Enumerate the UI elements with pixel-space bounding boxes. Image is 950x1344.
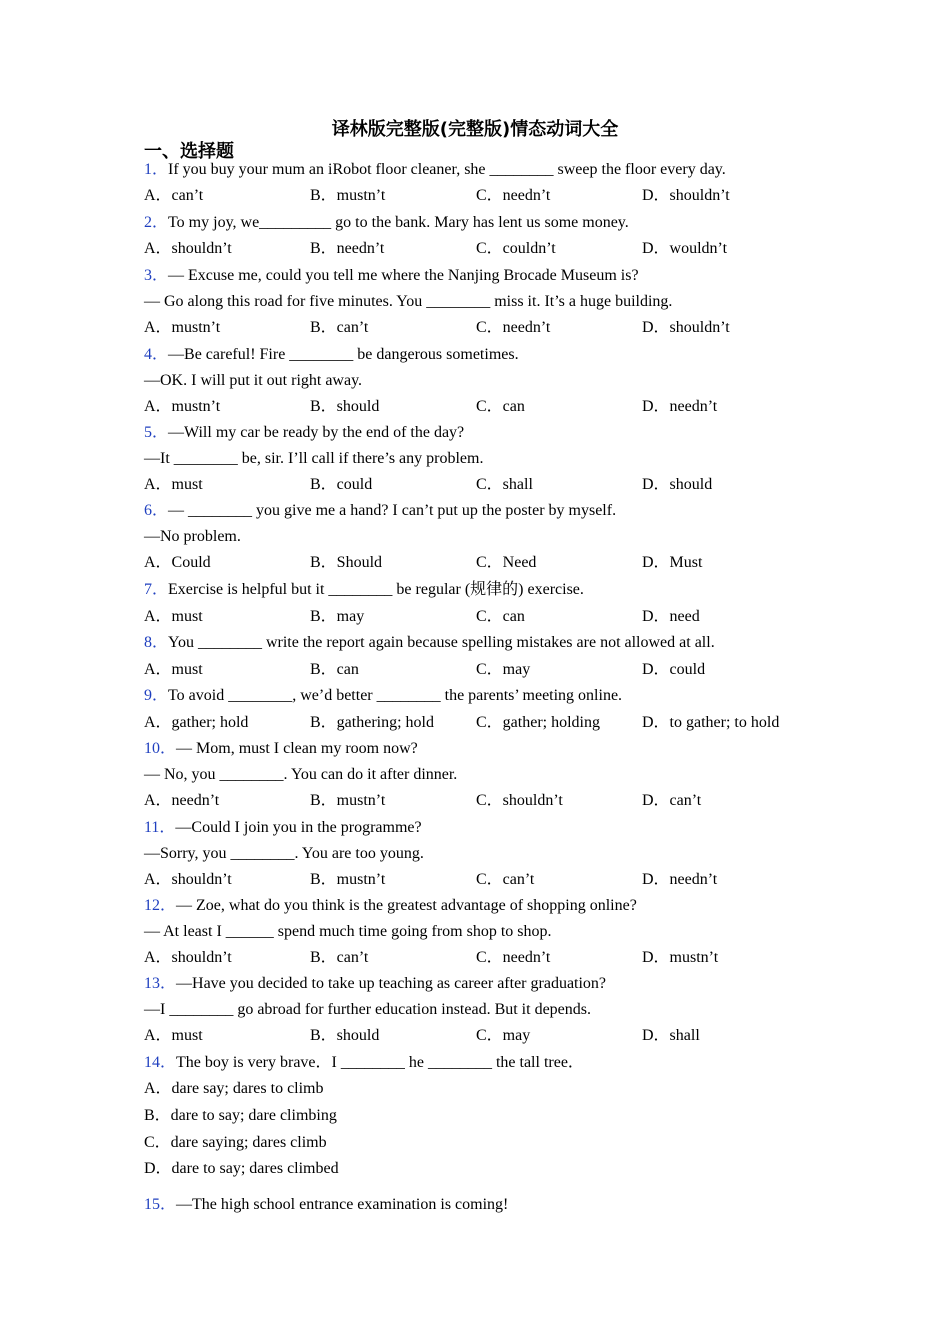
question-number: 13． [144,975,177,992]
option-d: D．could [642,661,706,678]
option-a: A．mustn’t [144,398,221,415]
question-10-response: — No, you ________. You can do it after dinner. [144,766,458,783]
option-d: D．can’t [642,792,702,809]
option-c: C．needn’t [476,319,551,336]
option-a: A．must [144,1027,203,1044]
question-9-stem: 9．To avoid ________, we’d better ________ the parents’ meeting online. [144,687,623,704]
option-b: B．needn’t [310,240,385,257]
option-a: A．Could [144,554,211,571]
question-12-response: — At least I ______ spend much time going from shop to shop. [144,923,552,940]
option-d: D．needn’t [642,398,718,415]
question-13-response: —I ________ go abroad for further education instead. But it depends. [144,1001,591,1018]
question-5-stem: 5．—Will my car be ready by the end of the day? [144,424,465,441]
option-c: C．gather; holding [476,714,600,731]
option-b: B．could [310,476,373,493]
option-d: D．should [642,476,713,493]
option-a: A．mustn’t [144,319,221,336]
option-b: B．Should [310,554,383,571]
option-a: A．shouldn’t [144,871,232,888]
question-number: 5． [144,424,169,441]
question-3-response: — Go along this road for five minutes. You ________ miss it. It’s a huge building. [144,293,673,310]
question-12-stem: 12．— Zoe, what do you think is the greatest advantage of shopping online? [144,897,637,914]
option-d: D．shall [642,1027,700,1044]
option-b: B．can [310,661,359,678]
option-c: C．dare saying; dares climb [144,1134,327,1151]
question-number: 11． [144,819,176,836]
option-a: A．shouldn’t [144,240,232,257]
option-b: B．can’t [310,319,369,336]
question-number: 7． [144,581,169,598]
option-b: B．gathering; hold [310,714,434,731]
option-b: B．mustn’t [310,871,386,888]
option-b: B．dare to say; dare climbing [144,1107,337,1124]
question-3-stem: 3．— Excuse me, could you tell me where the Nanjing Brocade Museum is? [144,267,639,284]
question-2-stem: 2．To my joy, we_________ go to the bank. Mary has lent us some money. [144,214,629,231]
option-d: D．shouldn’t [642,187,730,204]
question-11-response: —Sorry, you ________. You are too young. [144,845,424,862]
option-a: A．must [144,476,203,493]
option-c: C．couldn’t [476,240,556,257]
option-c: C．can [476,398,525,415]
option-d: D．needn’t [642,871,718,888]
option-a: A．must [144,608,203,625]
option-c: C．shall [476,476,533,493]
option-d: D．to gather; to hold [642,714,780,731]
option-c: C．needn’t [476,949,551,966]
question-6-stem: 6．— ________ you give me a hand? I can’t put up the poster by myself. [144,502,617,519]
option-c: C．can [476,608,525,625]
option-b: B．mustn’t [310,187,386,204]
option-a: A．needn’t [144,792,220,809]
option-c: C．may [476,661,531,678]
question-1-stem: 1．If you buy your mum an iRobot floor cleaner, she ________ sweep the floor every day. [144,161,726,178]
question-8-stem: 8．You ________ write the report again because spelling mistakes are not allowed at all. [144,634,715,651]
question-number: 2． [144,214,169,231]
question-6-response: —No problem. [144,528,241,545]
question-14-stem: 14．The boy is very brave．I ________ he ________ the tall tree． [144,1054,584,1071]
option-a: A．must [144,661,203,678]
question-10-stem: 10．— Mom, must I clean my room now? [144,740,418,757]
question-13-stem: 13．—Have you decided to take up teaching as career after graduation? [144,975,607,992]
question-7-stem: 7．Exercise is helpful but it ________ be regular (规律的) exercise. [144,581,584,598]
option-c: C．shouldn’t [476,792,563,809]
question-number: 6． [144,502,169,519]
question-4-stem: 4．—Be careful! Fire ________ be dangerous sometimes. [144,346,519,363]
question-5-response: —It ________ be, sir. I’ll call if there’s any problem. [144,450,484,467]
option-d: D．mustn’t [642,949,719,966]
question-number: 3． [144,267,169,284]
option-d: D．dare to say; dares climbed [144,1160,339,1177]
question-number: 10． [144,740,177,757]
option-d: D．shouldn’t [642,319,730,336]
option-d: D．wouldn’t [642,240,728,257]
option-d: D．need [642,608,700,625]
option-a: A．can’t [144,187,204,204]
question-number: 12． [144,897,177,914]
option-b: B．may [310,608,365,625]
option-c: C．may [476,1027,531,1044]
option-a: A．dare say; dares to climb [144,1080,324,1097]
question-15-stem: 15．—The high school entrance examination is coming! [144,1196,509,1213]
page-title: 译林版完整版(完整版)情态动词大全 [331,119,619,140]
option-b: B．should [310,398,380,415]
option-a: A．shouldn’t [144,949,232,966]
option-c: C．can’t [476,871,535,888]
option-c: C．needn’t [476,187,551,204]
option-d: D．Must [642,554,703,571]
question-number: 1． [144,161,169,178]
option-c: C．Need [476,554,537,571]
question-number: 15． [144,1196,177,1213]
question-number: 8． [144,634,169,651]
section-heading: 一、选择题 [144,141,234,162]
option-b: B．can’t [310,949,369,966]
question-number: 4． [144,346,169,363]
question-number: 14． [144,1054,177,1071]
question-11-stem: 11．—Could I join you in the programme? [144,819,422,836]
question-4-response: —OK. I will put it out right away. [144,372,363,389]
option-b: B．should [310,1027,380,1044]
option-a: A．gather; hold [144,714,249,731]
option-b: B．mustn’t [310,792,386,809]
question-number: 9． [144,687,169,704]
